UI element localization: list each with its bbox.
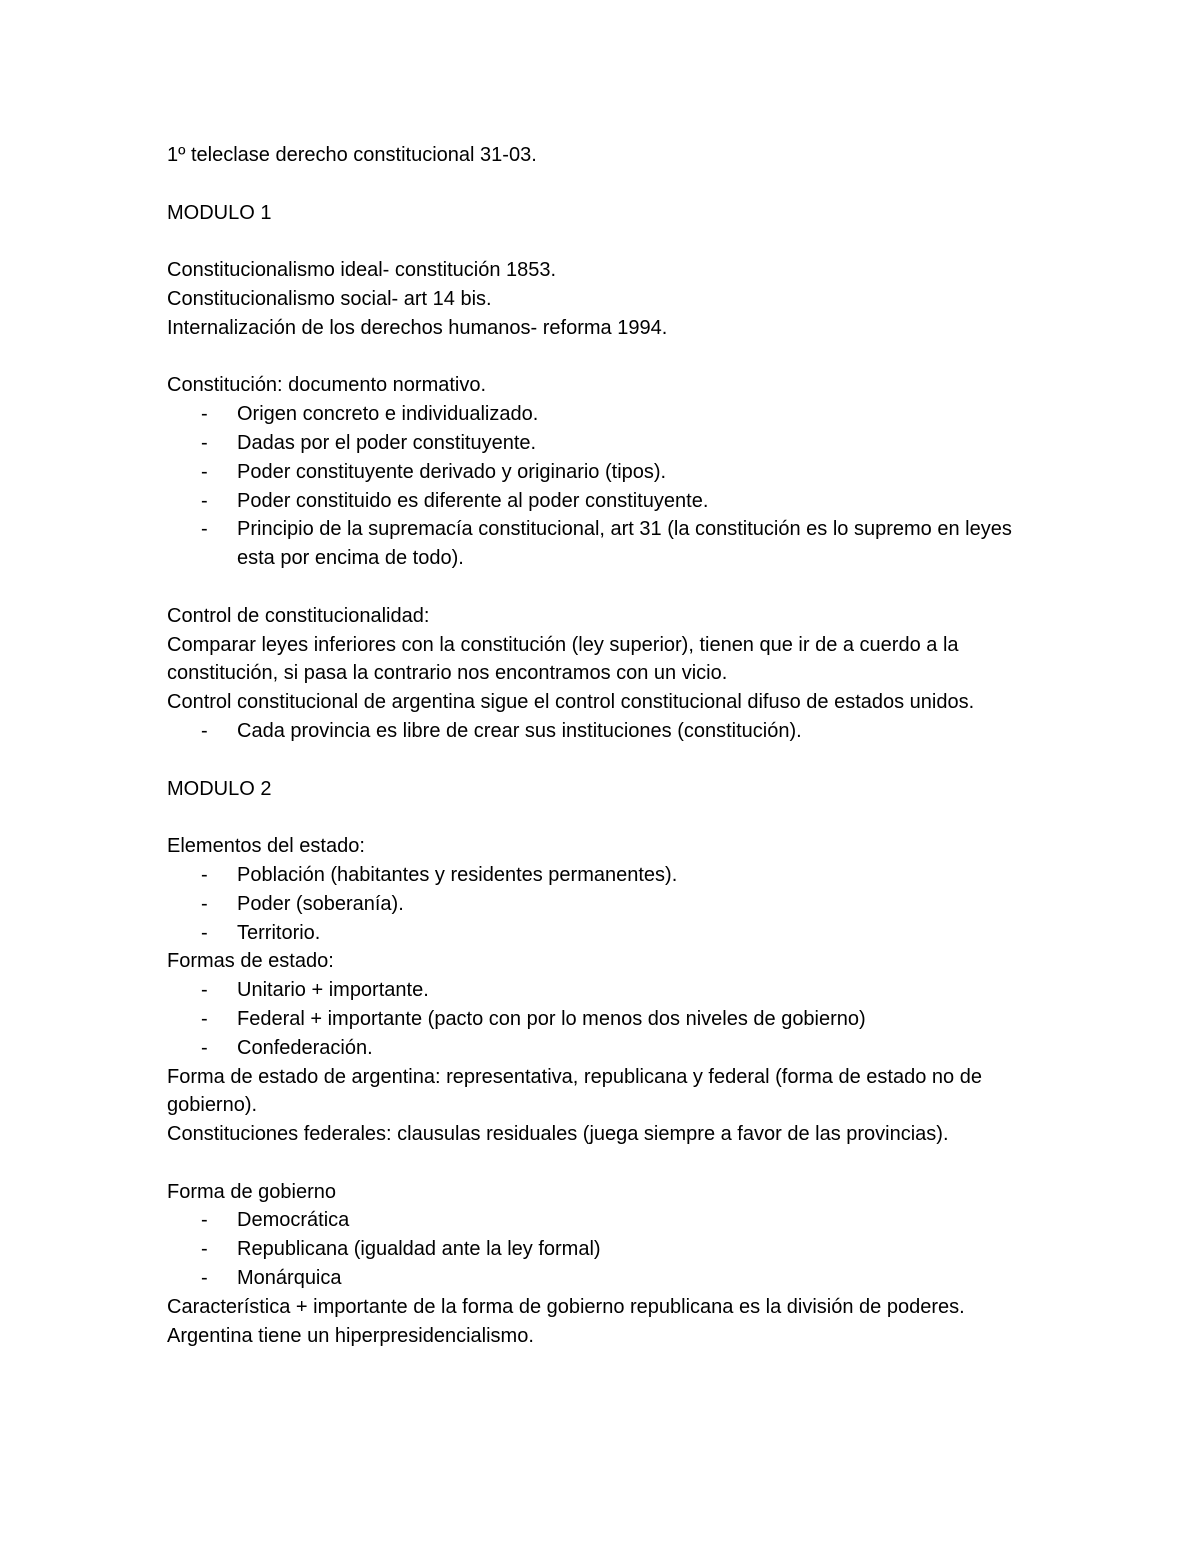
hiperpresidencialismo-paragraph: Argentina tiene un hiperpresidencialismo. [167,1324,534,1347]
history-line: Internalización de los derechos humanos- reforma 1994. [167,316,668,339]
spacer [167,170,1047,199]
formas-list [167,976,1047,1062]
constitucion-heading: Constitución: documento normativo. [167,374,487,397]
list-item [167,890,1047,919]
module-2-title: MODULO 2 [167,777,272,800]
elementos-list [167,861,1047,947]
dash-bullet: - [201,1007,208,1030]
list-item-text: Federal + importante (pacto con por lo menos dos niveles de gobierno) [237,1007,866,1030]
dash-bullet: - [201,863,208,886]
list-item [167,1005,1047,1034]
history-line: Constitucionalismo ideal- constitución 1853. [167,259,557,282]
constitucion-list [167,400,1047,573]
dash-bullet: - [201,1036,208,1059]
list-item-text: Territorio. [237,921,321,944]
module-1-title: MODULO 1 [167,201,272,224]
list-item-text: Unitario + importante. [237,979,429,1002]
control-heading: Control de constitucionalidad: [167,604,430,627]
list-item [167,515,1047,573]
elementos-heading: Elementos del estado: [167,835,365,858]
list-item-text: Poder constituyente derivado y originario (tipos). [237,460,667,483]
list-item [167,487,1047,516]
list-item-text: Republicana (igualdad ante la ley formal) [237,1238,601,1261]
list-item [167,861,1047,890]
control-paragraph: Control constitucional de argentina sigue el control constitucional difuso de estados unidos. [167,691,975,714]
spacer [167,746,1047,775]
dash-bullet: - [201,892,208,915]
control-paragraph: Comparar leyes inferiores con la constitución (ley superior), tienen que ir de a cuerdo a la constitución, si pasa la contrario nos encontramos con un vicio. [167,633,959,685]
dash-bullet: - [201,431,208,454]
list-item [167,1206,1047,1235]
constituciones-federales-paragraph: Constituciones federales: clausulas residuales (juega siempre a favor de las provincias). [167,1123,949,1146]
dash-bullet: - [201,1267,208,1290]
document-page [167,141,1047,1350]
spacer [167,343,1047,372]
list-item-text: Monárquica [237,1267,342,1290]
list-item-text: Poder (soberanía). [237,892,404,915]
list-item [167,1235,1047,1264]
dash-bullet: - [201,1238,208,1261]
spacer [167,227,1047,256]
caracteristica-paragraph: Característica + importante de la forma de gobierno republicana es la división de poderes. [167,1295,965,1318]
dash-bullet: - [201,460,208,483]
dash-bullet: - [201,1209,208,1232]
list-item-text: Principio de la supremacía constitucional, art 31 (la constitución es lo supremo en leyes esta por encima de todo). [237,518,1012,570]
dash-bullet: - [201,921,208,944]
formas-heading: Formas de estado: [167,950,334,973]
spacer [167,573,1047,602]
control-list [167,717,1047,746]
list-item-text: Cada provincia es libre de crear sus instituciones (constitución). [237,719,802,742]
list-item-text: Poder constituido es diferente al poder constituyente. [237,489,709,512]
list-item [167,1264,1047,1293]
dash-bullet: - [201,518,208,541]
dash-bullet: - [201,489,208,512]
list-item-text: Origen concreto e individualizado. [237,403,539,426]
document-header: 1º teleclase derecho constitucional 31-03. [167,144,537,166]
list-item-text: Población (habitantes y residentes permanentes). [237,863,678,886]
spacer [167,803,1047,832]
dash-bullet: - [201,403,208,426]
list-item-text: Dadas por el poder constituyente. [237,431,537,454]
list-item [167,919,1047,948]
list-item [167,976,1047,1005]
spacer [167,1149,1047,1178]
gobierno-list [167,1206,1047,1292]
forma-argentina-paragraph: Forma de estado de argentina: representativa, republicana y federal (forma de estado no de gobierno). [167,1065,982,1117]
list-item [167,717,1047,746]
list-item [167,458,1047,487]
dash-bullet: - [201,979,208,1002]
list-item-text: Confederación. [237,1036,373,1059]
list-item [167,429,1047,458]
list-item [167,400,1047,429]
gobierno-heading: Forma de gobierno [167,1180,336,1203]
history-line: Constitucionalismo social- art 14 bis. [167,287,492,310]
dash-bullet: - [201,719,208,742]
list-item-text: Democrática [237,1209,350,1232]
list-item [167,1034,1047,1063]
